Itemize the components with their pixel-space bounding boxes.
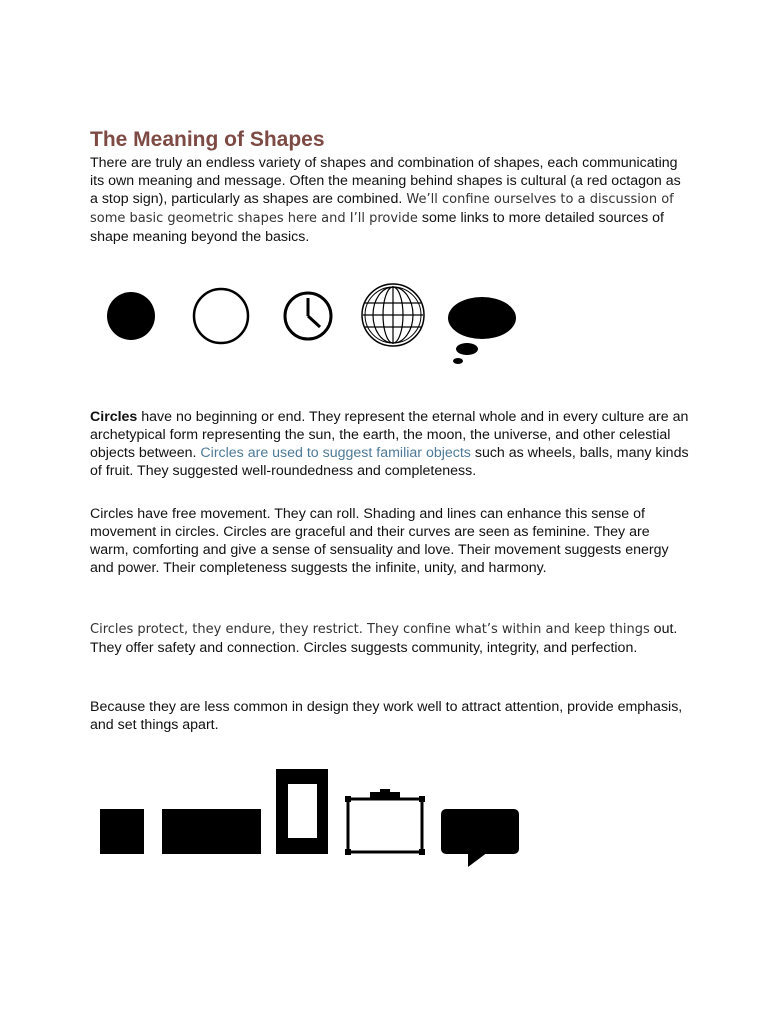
frame-icon (276, 769, 328, 854)
circles-para3-text-1: Circles protect, they endure, they restrict. They confine what’s within and keep things (90, 622, 650, 637)
circles-paragraph-2: Circles have free movement. They can roll. Shading and lines can enhance this sense of movement in circles. Circles are graceful and their curves are seen as feminine. They are warm, comforting and give a sense of sensuality and love. Their movement suggests energy and power. Their completeness suggests the infinite, unity, and harmony. (90, 506, 669, 576)
globe-icon (362, 284, 424, 346)
filled-circle-icon (107, 292, 155, 340)
circles-paragraph-1 (90, 408, 690, 480)
circles-bold-term: Circles (90, 409, 138, 425)
speech-bubble-icon (441, 809, 519, 867)
thought-bubble-icon (448, 297, 516, 364)
outline-circle-icon (194, 289, 248, 343)
page-title: The Meaning of Shapes (90, 128, 325, 151)
intro-text-3: some links to more detailed sources of shape meaning beyond the basics. (90, 210, 664, 245)
intro-paragraph (90, 154, 690, 246)
circles-paragraph-4: Because they are less common in design they work well to attract attention, provide emphasis, and set things apart. (90, 699, 683, 733)
filled-rectangle-icon (162, 809, 261, 854)
intro-text-2: We’ll confine ourselves to a discussion of some basic geometric shapes here and I’ll provide (90, 192, 674, 226)
circles-text-1: have no beginning or end. They represent the eternal whole and in every culture are an archetypical form representing the sun, the earth, the moon, the universe, and other celestial objects between. (90, 409, 689, 461)
filled-square-icon (100, 809, 144, 854)
circles-para3-text-2: out. They offer safety and connection. Circles suggests community, integrity, and perfection. (90, 621, 678, 656)
picture-frame-icon (345, 789, 425, 855)
intro-text-1: There are truly an endless variety of shapes and combination of shapes, each communicating its own meaning and message. Often the meaning behind shapes is cultural (a red octagon as a stop sign), particularly as shapes are combined. (90, 155, 681, 207)
circles-familiar-objects-link[interactable]: Circles are used to suggest familiar objects (200, 445, 471, 461)
circles-text-2: such as wheels, balls, many kinds of fruit. They suggested well-roundedness and completeness. (90, 445, 689, 479)
circles-paragraph-3 (90, 620, 690, 657)
clock-icon (285, 293, 331, 339)
